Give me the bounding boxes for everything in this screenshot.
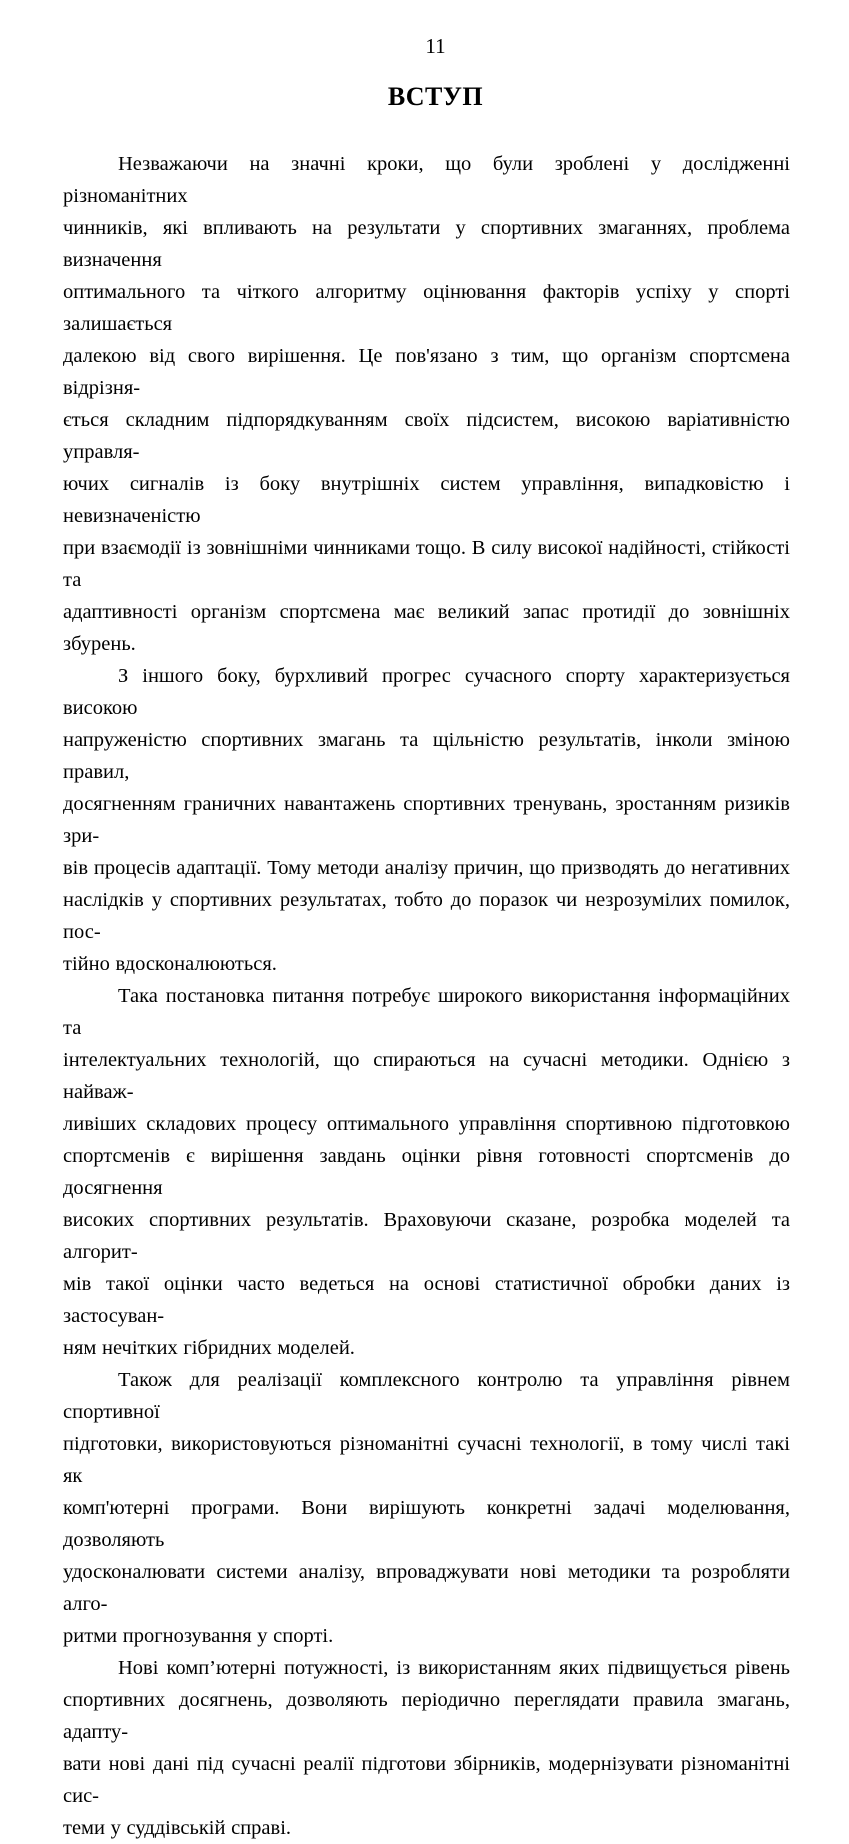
paragraph [63,1652,790,1844]
text-line: мів такої оцінки часто ведеться на основі статистичної обробки даних із застосуван- [63,1273,790,1327]
text-line: вів процесів адаптації. Тому методи аналізу причин, що призводять до негативних [63,857,790,879]
text-line: спортсменів є вирішення завдань оцінки рівня готовності спортсменів до досягнення [63,1145,790,1199]
text-line: Незважаючи на значні кроки, що були зроблені у дослідженні різноманітних [63,153,790,207]
text-line: підготовки, використовуються різноманітні сучасні технології, в тому числі такі як [63,1433,790,1487]
text-line: оптимального та чіткого алгоритму оцінювання факторів успіху у спорті залишається [63,281,790,335]
text-line: комп'ютерні програми. Вони вирішують конкретні задачі моделювання, дозволяють [63,1497,790,1551]
page-title: ВСТУП [387,82,484,111]
text-line: ючих сигналів із боку внутрішніх систем управління, випадковістю і невизначеністю [63,473,790,527]
text-line: тійно вдосконалюються. [63,953,277,975]
text-line: далекою від свого вирішення. Це пов'язано з тим, що організм спортсмена відрізня- [63,345,790,399]
text-line: чинників, які впливають на результати у спортивних змаганнях, проблема визначення [63,217,790,271]
text-line: напруженістю спортивних змагань та щільністю результатів, інколи зміною правил, [63,729,790,783]
text-line: вати нові дані під сучасні реалії підготови збірників, модернізувати різноманітні сис- [63,1753,790,1807]
text-line: теми у суддівській справі. [63,1817,292,1839]
text-line: досягненням граничних навантажень спортивних тренувань, зростанням ризиків зри- [63,793,790,847]
text-line: З іншого боку, бурхливий прогрес сучасного спорту характеризується високою [63,665,790,719]
text-line: ливіших складових процесу оптимального управління спортивною підготовкою [63,1113,790,1135]
text-line: Така постановка питання потребує широкого використання інформаційних та [63,985,790,1039]
document-body [63,148,790,1844]
paragraph [63,980,790,1364]
text-line: ритми прогнозування у спорті. [63,1625,334,1647]
text-line: спортивних досягнень, дозволяють періодично переглядати правила змагань, адапту- [63,1689,790,1743]
paragraph [63,1364,790,1652]
text-line: наслідків у спортивних результатах, тобто до поразок чи незрозумілих помилок, пос- [63,889,790,943]
text-line: ням нечітких гібридних моделей. [63,1337,355,1359]
text-line: ється складним підпорядкуванням своїх підсистем, високою варіативністю управля- [63,409,790,463]
text-line: при взаємодії із зовнішніми чинниками тощо. В силу високої надійності, стійкості та [63,537,790,591]
text-line: інтелектуальних технологій, що спираються на сучасні методики. Однією з найваж- [63,1049,790,1103]
text-line: адаптивності організм спортсмена має великий запас протидії до зовнішніх збурень. [63,601,790,655]
text-line: Також для реалізації комплексного контролю та управління рівнем спортивної [63,1369,790,1423]
text-line: високих спортивних результатів. Враховуючи сказане, розробка моделей та алгорит- [63,1209,790,1263]
text-line: Нові комп’ютерні потужності, із використанням яких підвищується рівень [118,1657,790,1679]
paragraph [63,148,790,660]
text-line: удосконалювати системи аналізу, впроваджувати нові методики та розробляти алго- [63,1561,790,1615]
paragraph [63,660,790,980]
page-number: 11 [425,34,446,58]
